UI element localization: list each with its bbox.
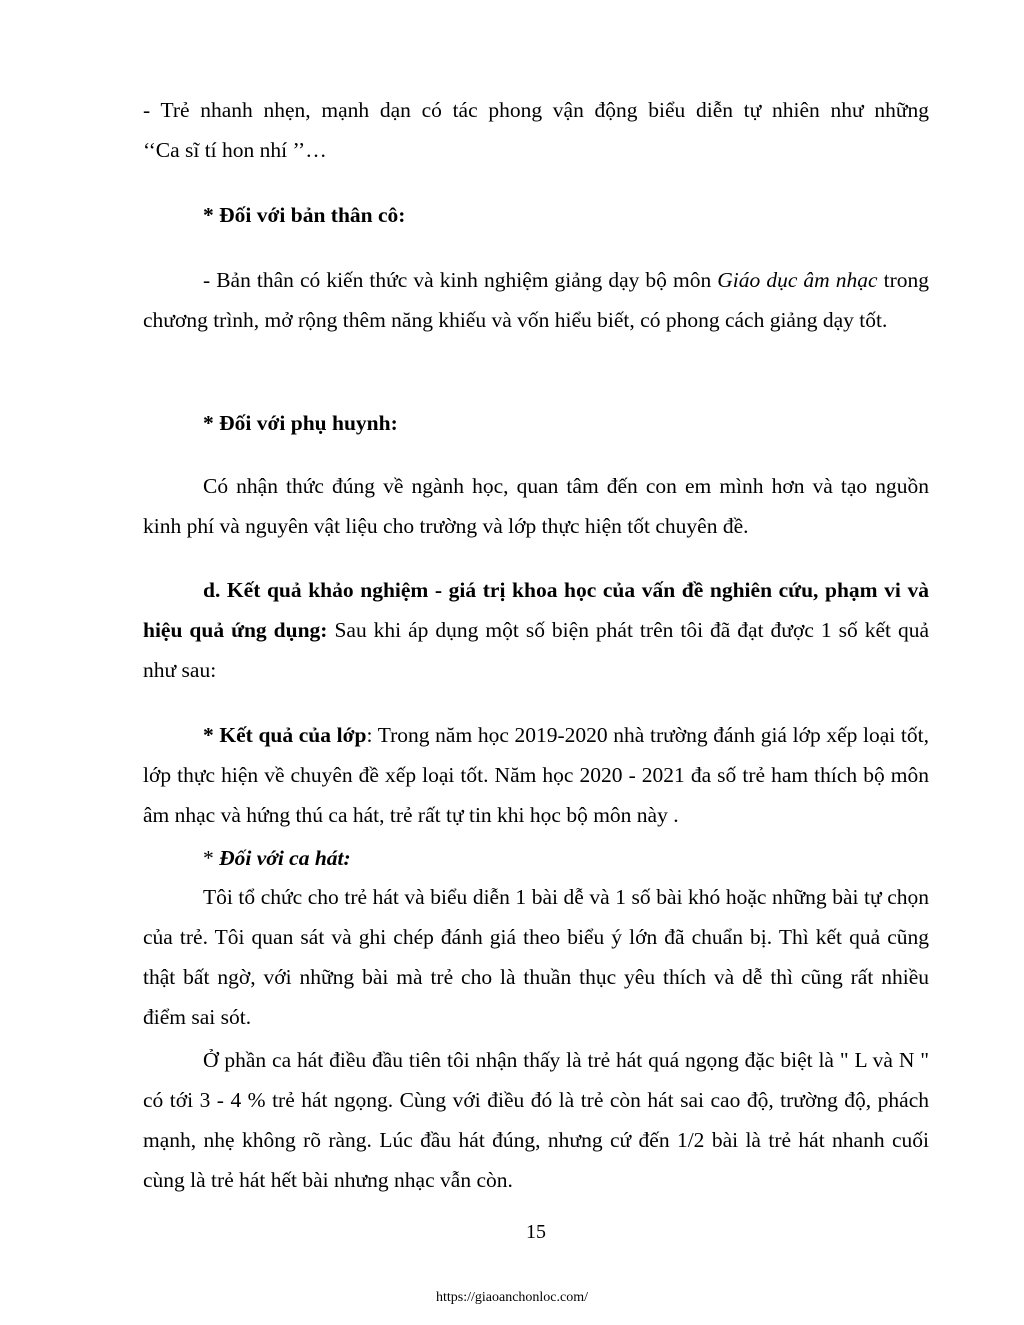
singing-label: Đối với ca hát: <box>219 846 351 870</box>
subject-name: Giáo dục âm nhạc <box>717 268 878 292</box>
footer-url: https://giaoanchonloc.com/ <box>435 1290 589 1305</box>
paragraph-parents: Có nhận thức đúng về ngành học, quan tâm đến con em mình hơn và tạo nguồn kinh phí và nguyên vật liệu cho trường và lớp thực hiện tốt chuyên đề. <box>143 474 929 538</box>
paragraph-line: - Trẻ nhanh nhẹn, mạnh dạn có tác phong vận động biểu diễn tự nhiên như những <box>143 98 929 122</box>
paragraph-text: - Bản thân có kiến thức và kinh nghiệm giảng dạy bộ môn <box>203 268 718 292</box>
class-results-label: * Kết quả của lớp <box>203 723 367 747</box>
heading-singing <box>203 838 903 878</box>
bullet-star: * <box>203 846 220 870</box>
section-heading-d: d. Kết quả khảo nghiệm - giá trị khoa học của vấn đề nghiên cứu, phạm vi và hiệu quả ứng dụng: <box>143 578 929 642</box>
paragraph-text: trong chương trình, mở rộng thêm năng khiếu và vốn hiểu biết, có phong cách giảng dạy tốt. <box>143 268 929 332</box>
paragraph-class-results <box>143 715 929 835</box>
paragraph-singing-observations: Ở phần ca hát điều đầu tiên tôi nhận thấy là trẻ hát quá ngọng đặc biệt là " L và N " có tới 3 - 4 % trẻ hát ngọng. Cùng với điều đó là trẻ còn hát sai cao độ, trường độ, phách mạnh, nhẹ không rõ ràng. Lúc đầu hát đúng, nhưng cứ đến 1/2 bài là trẻ hát nhanh cuối cùng là trẻ hát hết bài nhưng nhạc vẫn còn. <box>143 1048 929 1192</box>
paragraph-results-heading <box>143 570 929 690</box>
paragraph-children-performance <box>143 90 929 170</box>
paragraph-text: : Trong năm học 2019-2020 nhà trường đánh giá lớp xếp loại tốt, lớp thực hiện về chuyên đề xếp loại tốt. Năm học 2020 - 2021 đa số trẻ ham thích bộ môn âm nhạc và hứng thú ca hát, trẻ rất tự tin khi học bộ môn này . <box>143 723 929 827</box>
heading-for-parents: * Đối với phụ huynh: <box>203 411 398 435</box>
paragraph-teacher <box>143 260 929 340</box>
page-number: 15 <box>526 1221 546 1243</box>
paragraph-text: Sau khi áp dụng một số biện phát trên tôi đã đạt được 1 số kết quả như sau: <box>143 618 929 682</box>
paragraph-line: ‘‘Ca sĩ tí hon nhí ’’… <box>143 138 327 162</box>
paragraph-singing-method: Tôi tổ chức cho trẻ hát và biểu diễn 1 bài dễ và 1 số bài khó hoặc những bài tự chọn của trẻ. Tôi quan sát và ghi chép đánh giá theo biểu ý lớn đã chuẩn bị. Thì kết quả cũng thật bất ngờ, với những bài mà trẻ cho là thuần thục yêu thích và dễ thì cũng rất nhiều điểm sai sót. <box>143 885 929 1029</box>
heading-for-teacher: * Đối với bản thân cô: <box>203 203 406 227</box>
